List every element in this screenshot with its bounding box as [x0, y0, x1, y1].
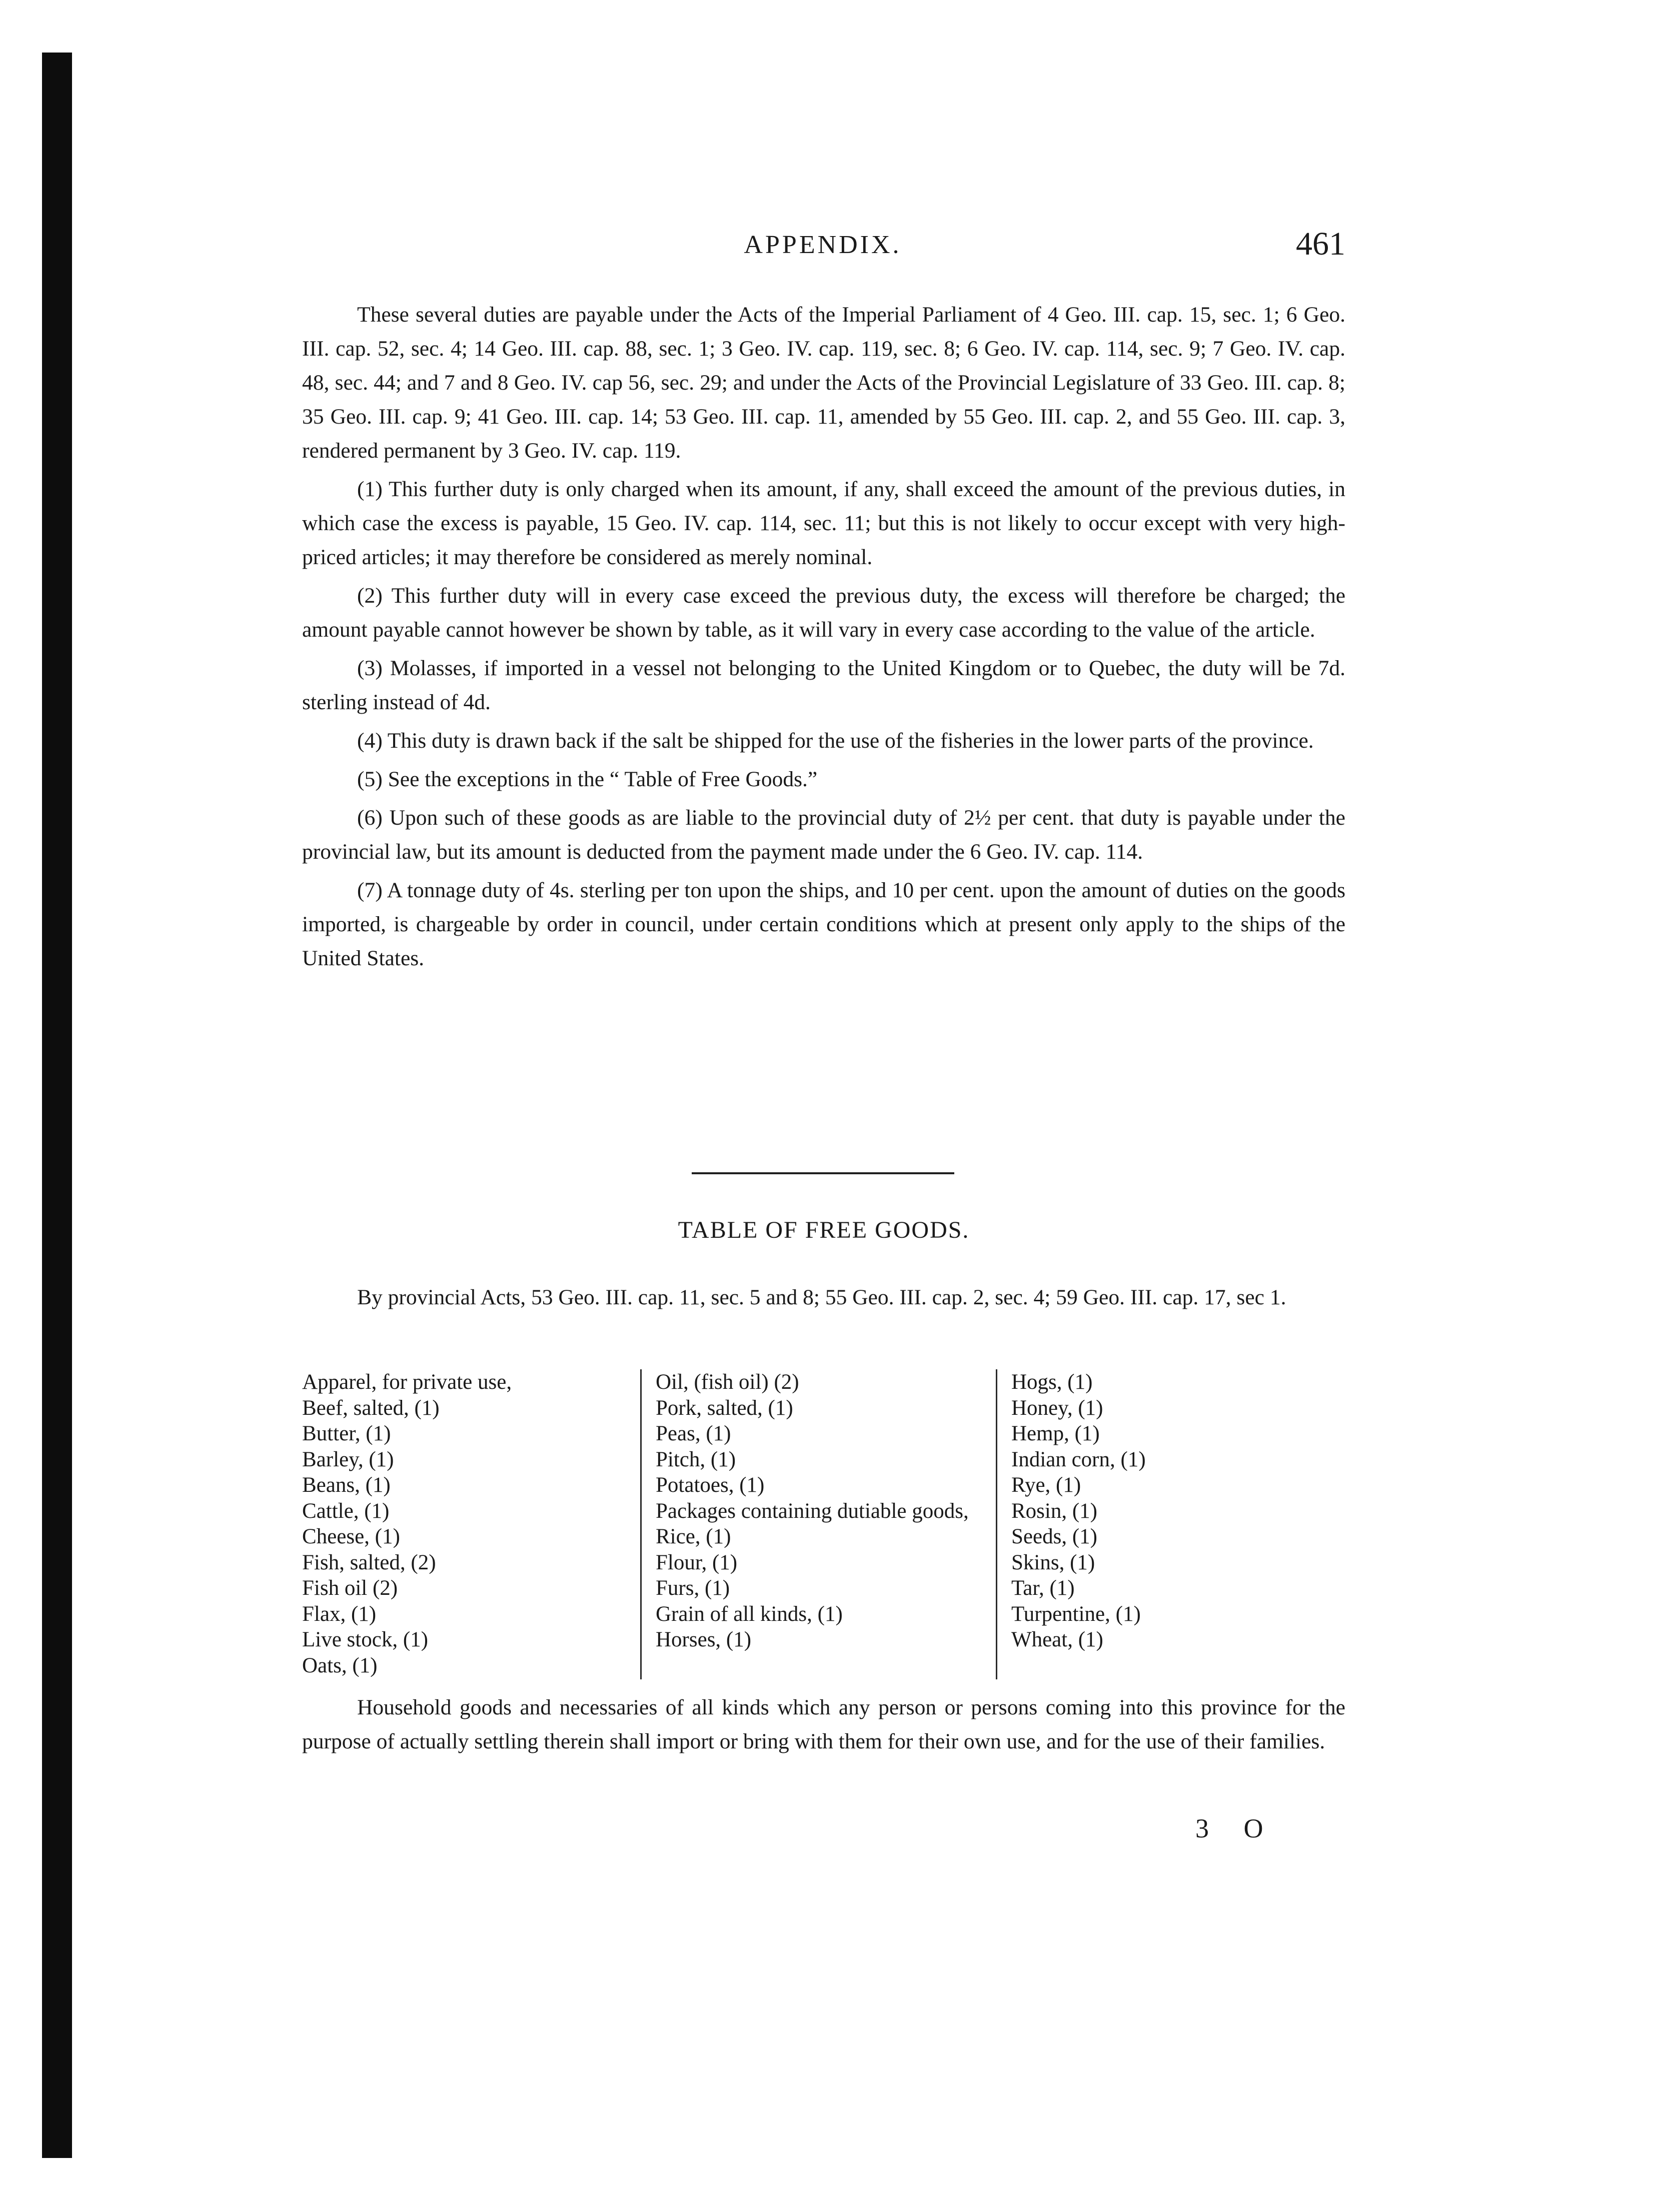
goods-item: Packages containing dutiable goods, [656, 1499, 969, 1523]
goods-item: Seeds, (1) [1011, 1525, 1097, 1548]
goods-column-3 [996, 1369, 1331, 1679]
goods-item: Wheat, (1) [1011, 1628, 1103, 1651]
goods-item: Rice, (1) [656, 1525, 731, 1548]
goods-item: Hogs, (1) [1011, 1370, 1093, 1394]
note-3: (3) Molasses, if imported in a vessel not belonging to the United Kingdom or to Quebec, the duty will be 7d. sterling instead of 4d. [302, 656, 1345, 714]
note-2: (2) This further duty will in every case exceed the previous duty, the excess will therefore be charged; the amount payable cannot however be shown by table, as it will vary in every case according to the value of the article. [302, 584, 1345, 642]
note-7: (7) A tonnage duty of 4s. sterling per ton upon the ships, and 10 per cent. upon the amount of duties on the goods imported, is chargeable by order in council, under certain conditions which at present only apply to the ships of the United States. [302, 878, 1345, 970]
goods-item: Grain of all kinds, (1) [656, 1602, 843, 1626]
running-title: APPENDIX. [744, 231, 902, 259]
goods-item: Apparel, for private use, [302, 1370, 512, 1394]
note-5: (5) See the exceptions in the “ Table of Free Goods.” [357, 767, 818, 791]
signature-mark: 3 O [1195, 1813, 1277, 1843]
goods-item: Butter, (1) [302, 1422, 391, 1445]
free-goods-table [302, 1369, 1345, 1679]
goods-item: Horses, (1) [656, 1628, 752, 1651]
goods-item: Fish oil (2) [302, 1576, 398, 1600]
goods-item: Turpentine, (1) [1011, 1602, 1141, 1626]
goods-item: Fish, salted, (2) [302, 1550, 436, 1574]
goods-item: Potatoes, (1) [656, 1473, 765, 1497]
goods-item: Skins, (1) [1011, 1550, 1095, 1574]
free-goods-intro: By provincial Acts, 53 Geo. III. cap. 11, sec. 5 and 8; 55 Geo. III. cap. 2, sec. 4; 59 Geo. III. cap. 17, sec 1. [357, 1285, 1286, 1309]
goods-item: Live stock, (1) [302, 1628, 428, 1651]
note-6: (6) Upon such of these goods as are liable to the provincial duty of 2½ per cent. that duty is payable under the provincial law, but its amount is deducted from the payment made under the 6 Geo. IV. cap. 114. [302, 806, 1345, 864]
paragraph-acts: These several duties are payable under the Acts of the Imperial Parliament of 4 Geo. III. cap. 15, sec. 1; 6 Geo. III. cap. 52, sec. 4; 14 Geo. III. cap. 88, sec. 1; 3 Geo. IV. cap. 119, sec. 8; 6 Geo. IV. cap. 114, sec. 9; 7 Geo. IV. cap. 48, sec. 44; and 7 and 8 Geo. IV. cap 56, sec. 29; and under the Acts of the Provincial Legislature of 33 Geo. III. cap. 8; 35 Geo. III. cap. 9; 41 Geo. III. cap. 14; 53 Geo. III. cap. 11, amended by 55 Geo. III. cap. 2, and 55 Geo. III. cap. 3, rendered permanent by 3 Geo. IV. cap. 119. [302, 303, 1345, 463]
section-divider [692, 1172, 954, 1174]
goods-item: Pitch, (1) [656, 1447, 736, 1471]
goods-item: Cheese, (1) [302, 1525, 400, 1548]
note-4: (4) This duty is drawn back if the salt be shipped for the use of the fisheries in the lower parts of the province. [357, 729, 1314, 753]
note-1: (1) This further duty is only charged when its amount, if any, shall exceed the amount of the previous duties, in which case the excess is payable, 15 Geo. IV. cap. 114, sec. 11; but this is not likely to occur except with very high-priced articles; it may therefore be considered as merely nominal. [302, 477, 1345, 569]
goods-item: Oats, (1) [302, 1653, 378, 1677]
goods-item: Pork, salted, (1) [656, 1396, 793, 1420]
goods-item: Tar, (1) [1011, 1576, 1075, 1600]
goods-item: Furs, (1) [656, 1576, 730, 1600]
goods-item: Flax, (1) [302, 1602, 377, 1626]
goods-item: Flour, (1) [656, 1550, 738, 1574]
goods-item: Rosin, (1) [1011, 1499, 1097, 1523]
goods-item: Rye, (1) [1011, 1473, 1081, 1497]
notes-section [302, 298, 1345, 980]
goods-item: Honey, (1) [1011, 1396, 1103, 1420]
goods-item: Beans, (1) [302, 1473, 391, 1497]
running-head [300, 220, 1345, 280]
goods-item: Peas, (1) [656, 1422, 731, 1445]
goods-item: Indian corn, (1) [1011, 1447, 1146, 1471]
section-title: TABLE OF FREE GOODS. [678, 1217, 970, 1243]
binding-edge [42, 53, 72, 2158]
page-number: 461 [1296, 226, 1345, 262]
goods-item: Oil, (fish oil) (2) [656, 1370, 799, 1394]
goods-column-1 [302, 1369, 640, 1679]
goods-item: Hemp, (1) [1011, 1422, 1100, 1445]
goods-column-2 [640, 1369, 996, 1679]
goods-item: Cattle, (1) [302, 1499, 390, 1523]
goods-item: Beef, salted, (1) [302, 1396, 440, 1420]
household-goods-paragraph: Household goods and necessaries of all kinds which any person or persons coming into this province for the purpose of actually settling therein shall import or bring with them for their own use, and for the use of their families. [302, 1695, 1345, 1753]
goods-item: Barley, (1) [302, 1447, 394, 1471]
